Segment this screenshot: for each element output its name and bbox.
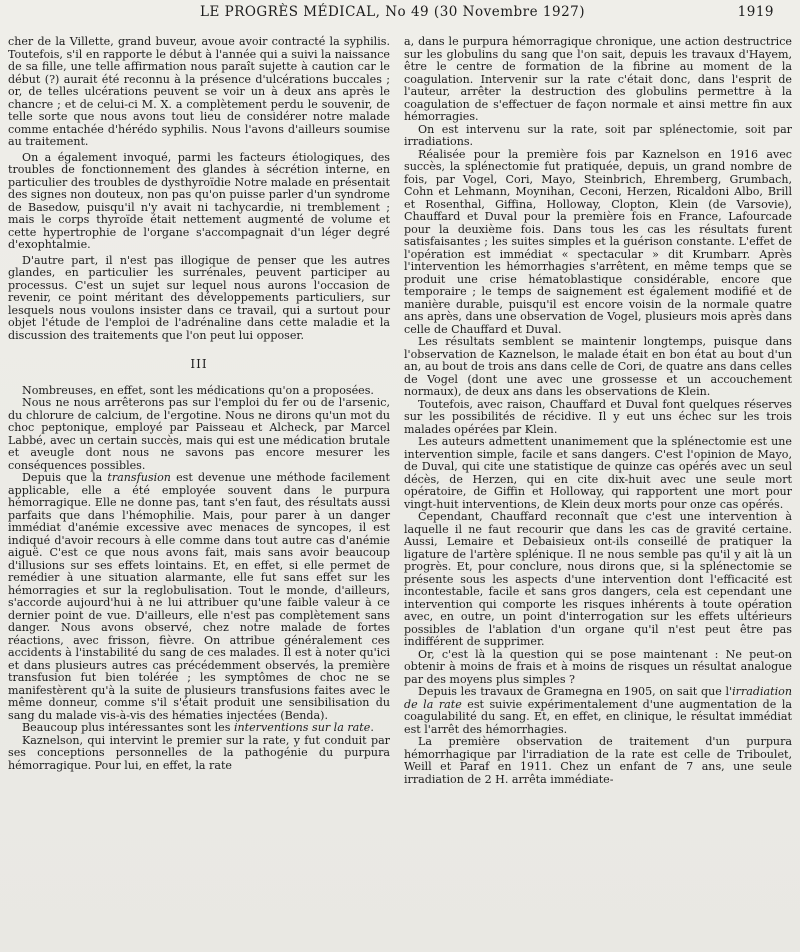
paragraph-interventions bbox=[8, 722, 390, 735]
paragraph: cher de la Villette, grand buveur, avoue avoir contracté la syphilis. Toutefois, s'il en rapporte le début à l'année qui a suivi la naissance de sa fille, une telle affirmation nous paraît sujette à caution car le début (?) aurait été reconnu à la présence d'ulcérations buccales ; or, de telles ulcérations peuvent se voir un à deux ans après le chancre ; et de celui-ci M. X. a complètement perdu le souvenir, de telle sorte que nous avons tout lieu de considérer notre malade comme entachée d'hérédo syphilis. Nous l'avons d'ailleurs soumise au traitement. bbox=[8, 35, 390, 148]
paragraph: Nous ne nous arrêterons pas sur l'emploi du fer ou de l'arsenic, du chlorure de calcium, de l'ergotine. Nous ne dirons qu'un mot du choc peptonique, employé par Paisseau et Alcheck, par Marcel Labbé, avec un certain succès, mais qui est une médication brutale et aveugle dont nous ne savons pas encore mesurer les conséquences possibles. bbox=[8, 396, 390, 472]
paragraph: Or, c'est là la question qui se pose maintenant : Ne peut-on obtenir à moins de frais et à moins de risques un résultat analogue par des moyens plus simples ? bbox=[404, 647, 792, 686]
paragraph: D'autre part, il n'est pas illogique de penser que les autres glandes, en particulier les surrénales, peuvent participer au processus. C'est un sujet sur lequel nous aurons l'occasion de revenir, ce point méritant des développements particuliers, sur lesquels nous voulons insister dans ce travail, qui a surtout pour objet l'étude de l'emploi de l'adrénaline dans cette maladie et la discussion des traitements que l'on peut lui opposer. bbox=[8, 253, 390, 342]
paragraph: La première observation de traitement d'un purpura hémorrhagique par l'irradiation de la rate est celle de Triboulet, Weill et Paraf en 1911. Chez un enfant de 7 ans, une seule irradiation de 2 H. arrêta immédiate- bbox=[404, 735, 792, 786]
paragraph-irradiation bbox=[404, 686, 792, 736]
paragraph: Réalisée pour la première fois par Kaznelson en 1916 avec succès, la splénectomie fut pratiquée, depuis, un grand nombre de fois, par Vogel, Cori, Mayo, Steinbrich, Ehremberg, Grumbach, Cohn et Lehmann, Moynihan, Ceconi, Herzen, Ricaldoni Albo, Brill et Rosenthal, Giffina, Holloway, Clopton, Klein (de Varsovie), Chauffard et Duval pour la première fois en France, Lafourcade pour la deuxième fois. Dans tous les cas les résultats furent satisfaisantes ; les suites simples et la guérison constante. L'effet de l'opération est immédiat « spectacular » dit Krumbarr. Après l'intervention les hémorrhagies s'arrêtent, en même temps que se produit une crise hématoblastique considérable, encore que temporaire ; le temps de saignement est également modifié et de manière durable, puisqu'il est encore voisin de la normale quatre ans après, dans une observation de Vogel, plusieurs mois après dans celle de Chauffard et Duval. bbox=[404, 147, 792, 336]
italic-term: irradiation de la rate bbox=[404, 685, 792, 711]
text: Depuis les travaux de Gramegna en 1905, on sait que l' bbox=[418, 685, 733, 698]
paragraph: Toutefois, avec raison, Chauffard et Duval font quelques réserves sur les possibilités de récidive. Il y eut uns échec sur les trois malades opérées par Klein. bbox=[404, 397, 792, 436]
running-title: LE PROGRÈS MÉDICAL, No 49 (30 Novembre 1927) bbox=[200, 4, 586, 20]
right-column bbox=[404, 36, 792, 786]
text: est suivie expérimentalement d'une augmentation de la coagulabilité du sang. Et, en effet, en clinique, le résultat immédiat est l'arrêt des hémorrhagies. bbox=[404, 697, 792, 736]
section-heading: III bbox=[190, 357, 208, 371]
paragraph: Les résultats semblent se maintenir longtemps, puisque dans l'observation de Kaznelson, le malade était en bon état au bout d'un an, au bout de trois ans dans celle de Cori, de quatre ans dans celles de Vogel (dont une avec une grossesse et un accouchement normaux), de deux ans dans les observations de Klein. bbox=[404, 335, 792, 398]
text: est devenue une méthode facilement applicable, elle a été employée souvent dans le purpura hémorragique. Elle ne donne pas, tant s'en faut, des résultats aussi parfaits que dans l'hémophilie. Mais, pour parer à un danger immédiat d'anémie excessive avec menaces de syncopes, il est indiqué d'avoir recours à elle comme dans tout autre cas d'anémie aiguë. C'est ce que nous avons fait, mais sans avoir beaucoup d'illusions sur ses effets lointains. Et, en effet, si elle permet de remédier à une situation alarmante, elle fut sans effet sur les hémorragies et sur la reglobulisation. Tout le monde, d'ailleurs, s'accorde aujourd'hui à ne lui attribuer qu'une faible valeur à ce dernier point de vue. D'ailleurs, elle n'est pas complètement sans danger. Nous avons observé, chez notre malade de fortes réactions, avec frisson, fièvre. On attribue généralement ces accidents à l'instabilité du sang de ces malades. Il est à noter qu'ici et dans plusieurs autres cas précédemment observés, la première transfusion fut bien tolérée ; les symptômes de choc ne se manifestèrent qu'à la suite de plusieurs transfusions faites avec le même donneur, comme s'il s'était produit une sensibilisation du sang du malade vis-à-vis des hématies injectées (Benda). bbox=[8, 471, 390, 722]
italic-term: interventions sur la rate bbox=[233, 721, 371, 734]
text: Depuis que la bbox=[22, 471, 108, 484]
paragraph: On est intervenu sur la rate, soit par splénectomie, soit par irradiations. bbox=[404, 122, 792, 148]
paragraph: Les auteurs admettent unanimement que la splénectomie est une intervention simple, facile et sans dangers. C'est l'opinion de Mayo, de Duval, qui cite une statistique de quinze cas opérés avec un seul décès, de Herzen, qui en cite dix-huit avec une seule mort opératoire, de Giffin et Holloway, qui rapportent une mort pour vingt-huit interventions, de Klein deux morts pour onze cas opérés. bbox=[404, 435, 792, 511]
paragraph: Cependant, Chauffard reconnaît que c'est une intervention à laquelle il ne faut recourir que dans les cas de gravité certaine. Aussi, Lemaire et Debaisieux ont-ils conseillé de pratiquer la ligature de l'artère splénique. Il ne nous semble pas qu'il y ait là un progrès. Et, pour conclure, nous dirons que, si la splénectomie se présente sous les aspects d'une intervention dont l'efficacité est incontestable, facile et sans gros dangers, cela est cependant une intervention qui comporte les risques inhérents à toute opération avec, en outre, un point d'interrogation sur les effets ultérieurs possibles de l'ablation d'un organe qu'il n'est peut être pas indifférent de supprimer. bbox=[404, 510, 792, 648]
paragraph: Nombreuses, en effet, sont les médications qu'on a proposées. bbox=[22, 383, 374, 397]
italic-term: transfusion bbox=[107, 471, 171, 484]
text: Beaucoup plus intéressantes sont les bbox=[22, 721, 234, 734]
paragraph: a, dans le purpura hémorragique chronique, une action destructrice sur les globulins du sang que l'on sait, depuis les travaux d'Hayem, être le centre de formation de la fibrine au moment de la coagulation. Intervenir sur la rate c'était donc, dans l'esprit de l'auteur, arrêter la destruction des globulins permettre à la coagulation de s'effectuer de façon normale et ainsi mettre fin aux hémorragies. bbox=[404, 35, 792, 123]
page-header bbox=[0, 0, 800, 26]
left-column bbox=[8, 36, 390, 772]
paragraph: Kaznelson, qui intervint le premier sur la rate, y fut conduit par ses conceptions personnelles de la pathogénie du purpura hémorragique. Pour lui, en effet, la rate bbox=[8, 733, 390, 772]
paragraph: On a également invoqué, parmi les facteurs étiologiques, des troubles de fonctionnement des glandes à sécrétion interne, en particulier des troubles de dysthyroïdie Notre malade en présentait des signes non douteux, non pas qu'on puisse parler d'un syndrome de Basedow, puisqu'il n'y avait ni tachycardie, ni tremblement ; mais le corps thyroïde était nettement augmenté de volume et cette hypertrophie de l'organe s'accompagnait d'un léger degré d'exophtalmie. bbox=[8, 150, 390, 251]
paragraph-transfusion bbox=[8, 472, 390, 722]
text: . bbox=[370, 721, 374, 734]
page-number: 1919 bbox=[737, 4, 774, 20]
